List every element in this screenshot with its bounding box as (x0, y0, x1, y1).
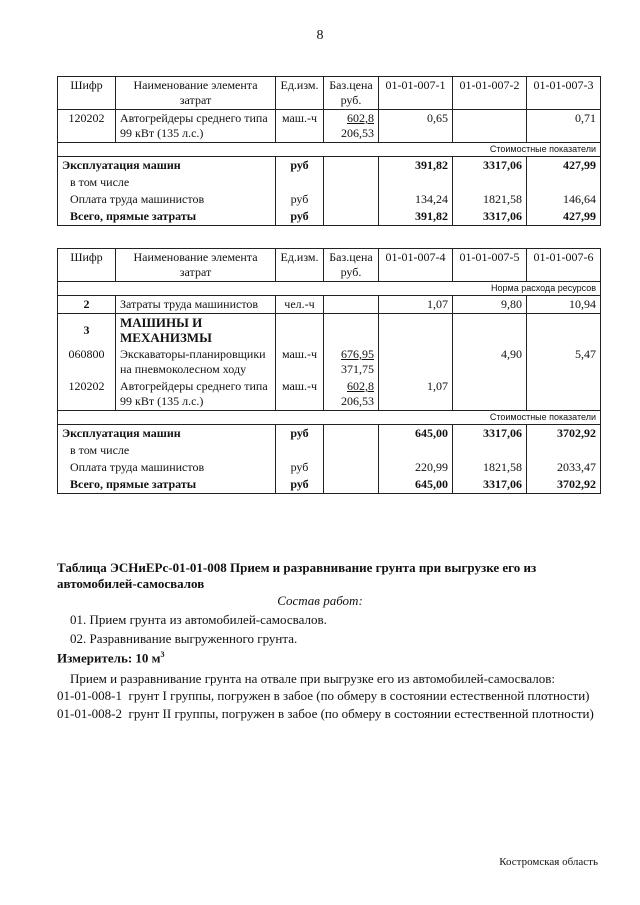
row-price (324, 110, 379, 143)
summary-value-1: 391,82 (379, 208, 453, 226)
row-code: 060800 (58, 346, 116, 378)
row-value-1: 1,07 (379, 378, 453, 411)
row-name: Экскаваторы-планировщики на пневмоколесном ходу (116, 346, 276, 378)
row-unit: маш.-ч (276, 378, 324, 411)
table-row (58, 346, 601, 378)
row-value-3 (527, 378, 601, 411)
list-item (57, 688, 590, 704)
summary-label: Всего, прямые затраты (58, 208, 276, 226)
header-code: Шифр (58, 249, 116, 282)
table-title-line-2: автомобилей-самосвалов (57, 576, 205, 591)
summary-label: Оплата труда машинистов (58, 191, 276, 208)
header-col-6: 01-01-007-6 (527, 249, 601, 282)
summary-unit: руб (276, 157, 324, 175)
section-label: Стоимостные показатели (58, 411, 601, 425)
norm-label: Норма расхода ресурсов (58, 282, 601, 296)
footer-region: Костромская область (499, 856, 598, 868)
header-unit: Ед.изм. (276, 77, 324, 110)
work-item: 01. Прием грунта из автомобилей-самосвалов. (70, 612, 327, 627)
header-name: Наименование элемента затрат (116, 77, 276, 110)
price-wage: 371,75 (341, 362, 374, 376)
row-value-2 (453, 110, 527, 143)
row-value-1: 1,07 (379, 296, 453, 314)
header-col-2: 01-01-007-2 (453, 77, 527, 110)
section-code: 3 (58, 314, 116, 347)
summary-value-2: 1821,58 (453, 191, 527, 208)
row-unit: маш.-ч (276, 110, 324, 143)
price-base: 602,8 (347, 379, 374, 393)
item-text: грунт I группы, погружен в забое (по обмеру в состоянии естественной плотности) (128, 688, 590, 703)
price-wage: 206,53 (341, 126, 374, 140)
summary-value-2: 3317,06 (453, 425, 527, 443)
table-row (58, 378, 601, 411)
table-row (58, 110, 601, 143)
row-code: 2 (58, 296, 116, 314)
summary-value-3: 3702,92 (527, 476, 601, 494)
summary-value-2: 3317,06 (453, 208, 527, 226)
header-name: Наименование элемента затрат (116, 249, 276, 282)
summary-value-2: 1821,58 (453, 459, 527, 476)
item-code: 01-01-008-2 (57, 706, 122, 721)
row-value-3: 10,94 (527, 296, 601, 314)
summary-unit: руб (276, 459, 324, 476)
summary-value-3: 427,99 (527, 157, 601, 175)
price-base: 602,8 (347, 111, 374, 125)
header-col-3: 01-01-007-3 (527, 77, 601, 110)
summary-value-1: 391,82 (379, 157, 453, 175)
row-value-3: 0,71 (527, 110, 601, 143)
summary-value-3: 2033,47 (527, 459, 601, 476)
header-unit: Ед.изм. (276, 249, 324, 282)
summary-label: Оплата труда машинистов (58, 459, 276, 476)
item-text: грунт II группы, погружен в забое (по обмеру в состоянии естественной плотности) (128, 706, 594, 721)
summary-value-1: 645,00 (379, 476, 453, 494)
row-value-2: 4,90 (453, 346, 527, 378)
intro-text: Прием и разравнивание грунта на отвале при выгрузке его из автомобилей-самосвалов: (70, 671, 556, 686)
price-wage: 206,53 (341, 394, 374, 408)
table-row (58, 296, 601, 314)
row-price (324, 346, 379, 378)
row-code: 120202 (58, 378, 116, 411)
work-item: 02. Разравнивание выгруженного грунта. (70, 631, 298, 646)
header-col-1: 01-01-007-1 (379, 77, 453, 110)
summary-value-3: 427,99 (527, 208, 601, 226)
summary-label: в том числе (58, 174, 276, 191)
page-number: 8 (316, 28, 324, 43)
row-price (324, 378, 379, 411)
meter-sup: 3 (160, 650, 165, 659)
summary-value-3: 146,64 (527, 191, 601, 208)
row-name: Автогрейдеры среднего типа 99 кВт (135 л.с.) (116, 378, 276, 411)
row-name: Автогрейдеры среднего типа 99 кВт (135 л.с.) (116, 110, 276, 143)
summary-unit: руб (276, 208, 324, 226)
item-code: 01-01-008-1 (57, 688, 122, 703)
summary-label: Всего, прямые затраты (58, 476, 276, 494)
list-item (57, 706, 594, 722)
row-value-2 (453, 378, 527, 411)
row-unit: чел.-ч (276, 296, 324, 314)
row-unit: маш.-ч (276, 346, 324, 378)
summary-label: Эксплуатация машин (58, 157, 276, 175)
summary-value-2: 3317,06 (453, 157, 527, 175)
price-base: 676,95 (341, 347, 374, 361)
row-name: Затраты труда машинистов (116, 296, 276, 314)
header-col-4: 01-01-007-4 (379, 249, 453, 282)
table-title-line-1: Таблица ЭСНиЕРс-01-01-008 Прием и разравнивание грунта при выгрузке его из (57, 560, 537, 575)
row-value-1: 0,65 (379, 110, 453, 143)
summary-unit: руб (276, 191, 324, 208)
meter-text: Измеритель: 10 м (57, 650, 161, 666)
meter-label (57, 650, 165, 666)
section-title: МАШИНЫ И МЕХАНИЗМЫ (116, 314, 276, 347)
summary-value-1: 220,99 (379, 459, 453, 476)
section-label: Стоимостные показатели (58, 143, 601, 157)
summary-value-1: 645,00 (379, 425, 453, 443)
summary-unit: руб (276, 425, 324, 443)
summary-value-1: 134,24 (379, 191, 453, 208)
header-price: Баз.цена руб. (324, 249, 379, 282)
summary-value-2: 3317,06 (453, 476, 527, 494)
row-code: 120202 (58, 110, 116, 143)
composition-title: Состав работ: (277, 593, 363, 608)
row-value-3: 5,47 (527, 346, 601, 378)
header-price: Баз.цена руб. (324, 77, 379, 110)
summary-unit: руб (276, 476, 324, 494)
summary-value-3: 3702,92 (527, 425, 601, 443)
summary-label: в том числе (58, 442, 276, 459)
summary-label: Эксплуатация машин (58, 425, 276, 443)
cost-table-2 (57, 248, 601, 494)
row-value-2: 9,80 (453, 296, 527, 314)
row-value-1 (379, 346, 453, 378)
header-col-5: 01-01-007-5 (453, 249, 527, 282)
cost-table-1 (57, 76, 601, 226)
header-code: Шифр (58, 77, 116, 110)
